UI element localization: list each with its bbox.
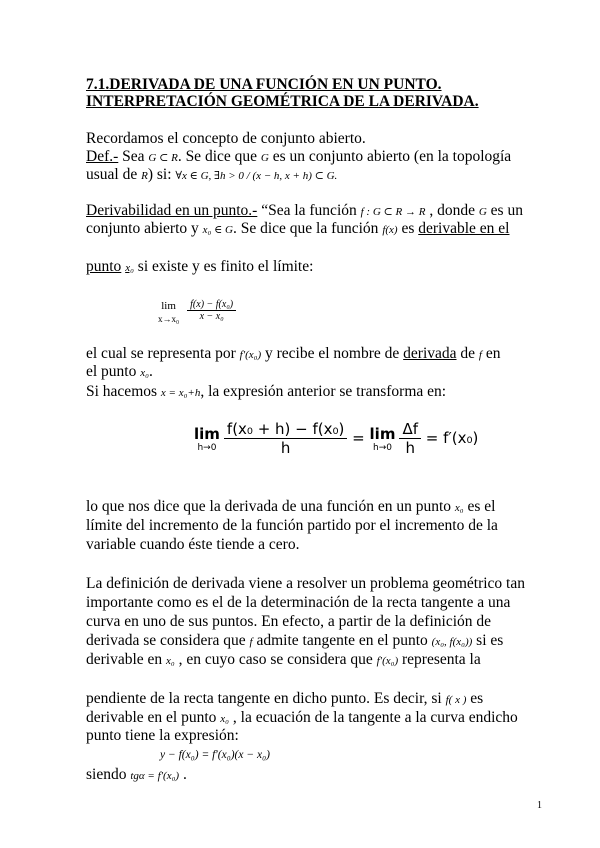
math-inline: f′(x₀) [376, 655, 399, 667]
math-inline: x₀ [220, 713, 230, 725]
math-inline: G [260, 152, 269, 164]
math-inline: R [141, 170, 148, 182]
tangent-equation: y − f(x₀) = f′(x₀)(x − x₀) [160, 749, 270, 761]
page-number: 1 [537, 800, 542, 811]
limit-definition-formula: lim x→x₀ $\frac{\text{f(x) − f(x₀)}}{\text{x − x₀}}$ [158, 296, 236, 324]
math-inline: f(x) [382, 224, 398, 236]
definition-line: usual de R) si: ∀x ∈ G, ∃h > 0 / (x − h, x + h) ⊂ G. [86, 166, 338, 183]
math-inline: tgα = f′(x₀) [130, 770, 180, 782]
paragraph-line: variable cuando éste tiende a cero. [86, 536, 300, 553]
math-inline: x₀ ∈ G [202, 224, 233, 236]
math-inline: x₀ [125, 262, 134, 274]
math-inline: G [478, 206, 487, 218]
math-inline: (x₀, f(x₀)) [431, 636, 473, 648]
paragraph-line: Si hacemos x = x₀+h, la expresión anterior se transforma en: [86, 383, 447, 400]
paragraph-line: derivable en el punto x₀ , la ecuación de la tangente a la curva endicho [86, 709, 518, 726]
math-inline: f [478, 349, 482, 361]
definition-line: Def.- Sea G ⊂ R. Se dice que G es un conjunto abierto (en la topología [86, 148, 512, 165]
section-title-line-2: INTERPRETACIÓN GEOMÉTRICA DE LA DERIVADA. [86, 93, 479, 110]
math-inline: f : G ⊂ R → R [360, 206, 426, 218]
math-inline: x = x₀+h [160, 387, 201, 399]
math-inline: f [249, 636, 253, 648]
paragraph-line: derivable en x₀ , en cuyo caso se considera que f′(x₀) representa la [86, 651, 481, 668]
derivability-line: conjunto abierto y x₀ ∈ G. Se dice que la función f(x) es derivable en el [86, 220, 510, 237]
paragraph-line: La definición de derivada viene a resolver un problema geométrico tan [86, 575, 525, 592]
derivability-line: Derivabilidad en un punto.- “Sea la función f : G ⊂ R → R , donde G es un [86, 202, 523, 219]
paragraph-line: siendo tgα = f′(x₀) . [86, 766, 187, 783]
math-inline: x₀ [166, 655, 175, 667]
derivability-label: Derivabilidad en un punto.- [86, 202, 258, 219]
section-title-line-1: 7.1.DERIVADA DE UNA FUNCIÓN EN UN PUNTO. [86, 76, 442, 93]
derivative-formula: lim h→0 $\frac{\text{f(x₀ + h) − f(x₀)}}{h}$ = lim h→0 $\frac{\Delta f}{h}$ = f′(x₀) [194, 420, 479, 457]
definition-label: Def.- [86, 148, 119, 165]
paragraph-line: curva en uno de sus puntos. En efecto, a partir de la definición de [86, 613, 492, 630]
paragraph-line: importante como es el de la determinación de la recta tangente a una [86, 594, 511, 611]
math-inline: G ⊂ R [148, 152, 178, 164]
math-inline: ∀x ∈ G, ∃h > 0 / (x − h, x + h) ⊂ G. [175, 170, 338, 182]
paragraph-line: el punto x₀. [86, 363, 153, 380]
paragraph-line: lo que nos dice que la derivada de una función en un punto x₀ es el [86, 498, 496, 515]
math-inline: f( x ) [445, 694, 467, 706]
paragraph-line: derivada se considera que f admite tangente en el punto (x₀, f(x₀)) si es [86, 632, 504, 649]
paragraph-line: punto tiene la expresión: [86, 727, 239, 744]
math-inline: x₀ [140, 367, 149, 379]
math-inline: f′(x₀) [239, 349, 262, 361]
paragraph-line: límite del incremento de la función partido por el incremento de la [86, 517, 498, 534]
derivability-line: punto x₀ si existe y es finito el límite: [86, 258, 314, 275]
math-inline: x₀ [454, 502, 464, 514]
paragraph-line: Recordamos el concepto de conjunto abierto. [86, 130, 366, 147]
paragraph-line: el cual se representa por f′(x₀) y recibe el nombre de derivada de f en [86, 345, 501, 362]
paragraph-line: pendiente de la recta tangente en dicho punto. Es decir, si f( x ) es [86, 690, 484, 707]
